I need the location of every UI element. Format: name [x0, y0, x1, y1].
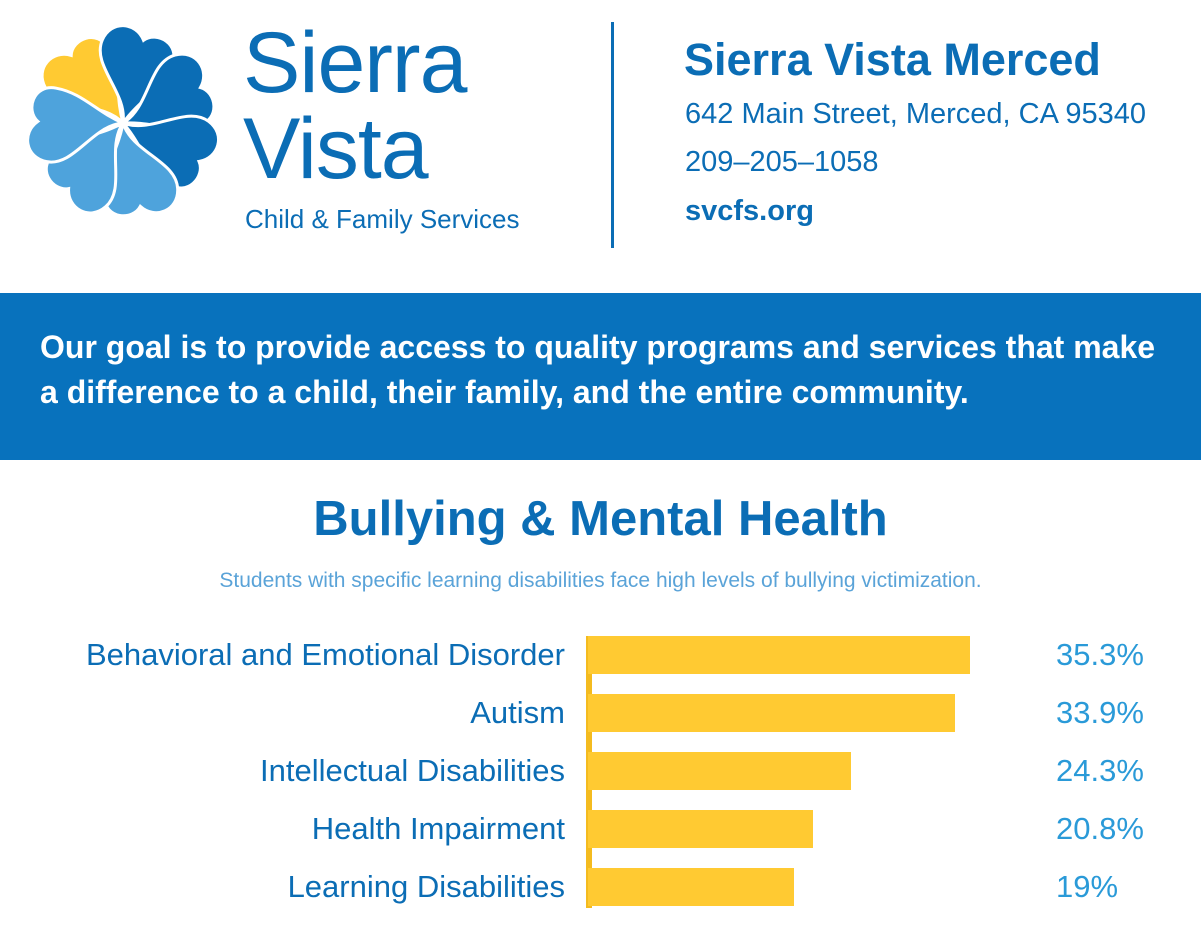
pinwheel-heart-logo-icon [18, 18, 228, 228]
bar [588, 694, 955, 732]
brand-name-line1: Sierra [243, 15, 467, 111]
chart-title: Bullying & Mental Health [313, 492, 888, 546]
header-divider [611, 22, 614, 248]
organization-phone[interactable]: 209–205–1058 [685, 146, 879, 178]
organization-name: Sierra Vista Merced [684, 34, 1101, 85]
organization-website-link[interactable]: svcfs.org [685, 195, 814, 227]
category-label: Autism [470, 695, 565, 730]
mission-statement: Our goal is to provide access to quality programs and services that make a difference to a child, their family, and the entire community. [40, 329, 1156, 410]
category-label: Intellectual Disabilities [260, 753, 565, 788]
value-label: 33.9% [1056, 695, 1144, 730]
value-label: 19% [1056, 869, 1119, 904]
bar [588, 636, 970, 674]
bar [588, 868, 794, 906]
brand-tagline: Child & Family Services [245, 204, 520, 234]
category-label: Behavioral and Emotional Disorder [85, 637, 565, 672]
chart-subtitle: Students with specific learning disabilities face high levels of bullying victimization. [219, 569, 982, 592]
value-label: 20.8% [1056, 811, 1144, 846]
bar [588, 810, 813, 848]
brand-name-line2: Vista [243, 101, 428, 197]
category-label: Learning Disabilities [287, 869, 565, 904]
bar-chart [0, 620, 1201, 920]
header [0, 0, 1201, 292]
mission-banner [0, 293, 1201, 460]
bar [588, 752, 851, 790]
value-label: 24.3% [1056, 753, 1144, 788]
organization-address: 642 Main Street, Merced, CA 95340 [685, 98, 1147, 130]
value-label: 35.3% [1056, 637, 1144, 672]
category-label: Health Impairment [311, 811, 565, 846]
